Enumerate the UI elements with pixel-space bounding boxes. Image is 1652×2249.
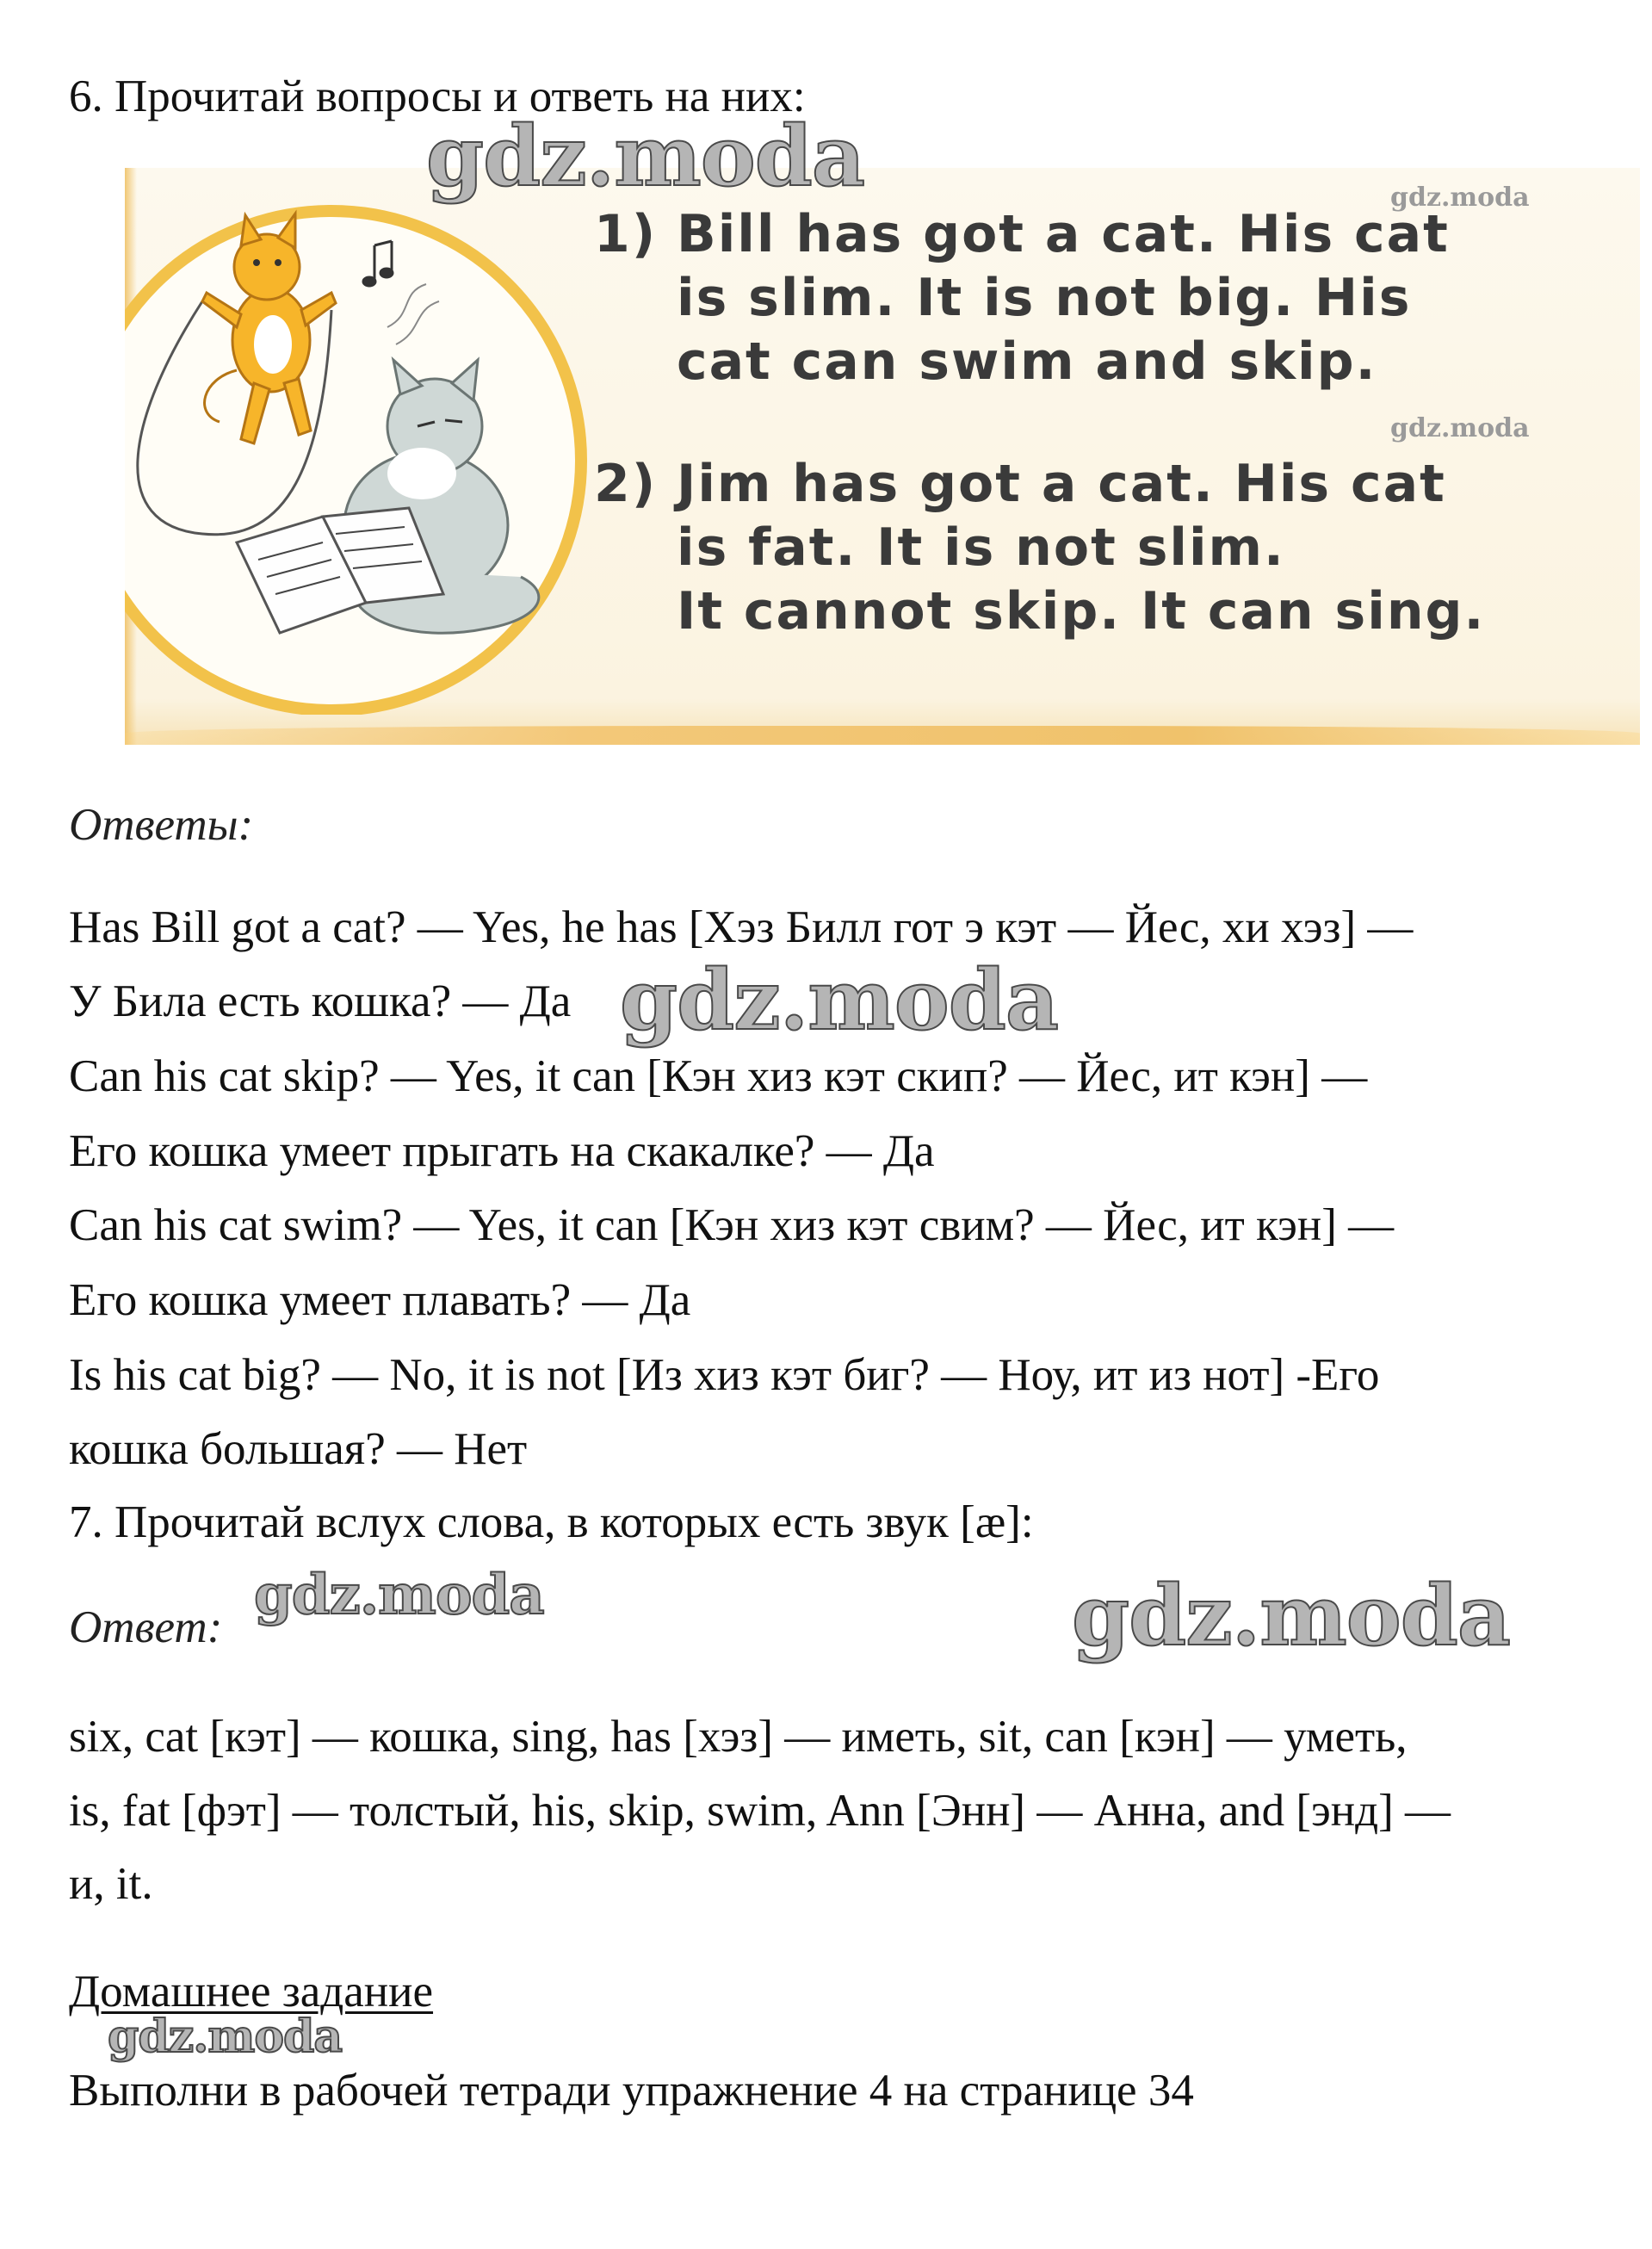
reading-text-1-number: 1) (594, 204, 658, 264)
answers-label: Ответы: (69, 800, 254, 850)
answer-line: Is his cat big? — No, it is not [Из хиз кэт биг? — Ноу, ит из нот] -Его (69, 1350, 1380, 1400)
watermark: gdz.moda (426, 108, 865, 205)
task7-answer-label: Ответ: (69, 1602, 223, 1652)
answer-line: Его кошка умеет прыгать на скакалке? — Да (69, 1126, 935, 1176)
reading-text-2-line: It cannot skip. It can sing. (677, 581, 1486, 641)
reading-text-2 (594, 452, 1485, 643)
answer-line: Can his cat swim? — Yes, it can [Кэн хиз кэт свим? — Йес, ит кэн] — (69, 1200, 1395, 1250)
watermark: gdz.moda (1390, 183, 1530, 213)
reading-text-1-line: cat can swim and skip. (677, 331, 1377, 392)
task7-answer-line: и, it. (69, 1859, 153, 1909)
answer-line: кошка большая? — Нет (69, 1424, 528, 1474)
homework-text: Выполни в рабочей тетради упражнение 4 на странице 34 (69, 2066, 1194, 2116)
reading-text-1-line: is slim. It is not big. His (677, 268, 1412, 328)
homework-title: Домашнее задание (69, 1967, 434, 2017)
reading-text-2-line: is fat. It is not slim. (677, 517, 1285, 578)
task6-heading: 6. Прочитай вопросы и ответь на них: (69, 71, 806, 121)
picture-border (125, 726, 1640, 745)
watermark: gdz.moda (108, 2010, 343, 2063)
watermark: gdz.moda (1390, 413, 1530, 443)
watermark: gdz.moda (1072, 1567, 1511, 1664)
reading-text-2-line: Jim has got a cat. His cat (677, 454, 1446, 514)
answer-line: У Била есть кошка? — Да (69, 976, 572, 1026)
textbook-excerpt-image (125, 168, 1640, 745)
task7-heading: 7. Прочитай вслух слова, в которых есть звук [æ]: (69, 1497, 1034, 1547)
answer-line: Его кошка умеет плавать? — Да (69, 1275, 691, 1325)
cats-illustration (125, 168, 607, 715)
reading-text-1 (594, 202, 1450, 393)
reading-text-1-line: Bill has got a cat. His cat (677, 204, 1450, 264)
watermark: gdz.moda (254, 1563, 544, 1627)
answer-line: Can his cat skip? — Yes, it can [Кэн хиз кэт скип? — Йес, ит кэн] — (69, 1051, 1368, 1101)
task7-answer-line: six, cat [кэт] — кошка, sing, has [хэз] — иметь, sit, can [кэн] — уметь, (69, 1712, 1408, 1762)
answer-line: Has Bill got a cat? — Yes, he has [Хэз Билл гот э кэт — Йес, хи хэз] — (69, 902, 1414, 952)
task7-answer-line: is, fat [фэт] — толстый, his, skip, swim, Ann [Энн] — Анна, and [энд] — (69, 1786, 1451, 1836)
reading-text-2-number: 2) (594, 454, 658, 514)
watermark: gdz.moda (620, 951, 1059, 1049)
